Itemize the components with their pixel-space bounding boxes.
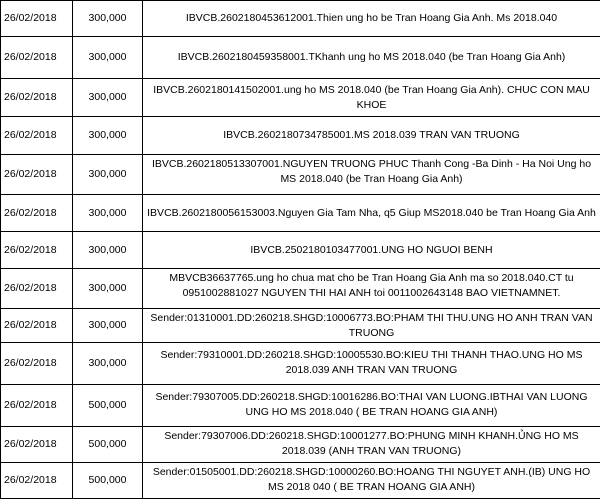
amount-cell: 300,000 [73,309,143,343]
amount-cell: 300,000 [73,37,143,79]
table-row [1,427,600,463]
description-cell: IBVCB.2502180103477001.UNG HO NGUOI BENH [143,232,600,269]
date-cell: 26/02/2018 [1,427,73,463]
amount-cell: 300,000 [73,117,143,155]
date-cell: 26/02/2018 [1,343,73,385]
description-cell: Sender:01505001.DD:260218.SHGD:10000260.BO:HOANG THI NGUYET ANH.(IB) UNG HO MS 2018 040 ( BE TRAN HOANG GIA ANH) [143,463,600,499]
table-row [1,269,600,309]
amount-cell: 500,000 [73,463,143,499]
description-cell: MBVCB36637765.ung ho chua mat cho be Tran Hoang Gia Anh ma so 2018.040.CT tu 0951002881027 NGUYEN THI HAI ANH toi 0011002643148 BAO VIETNAMNET. [143,269,600,309]
table-row [1,155,600,195]
date-cell: 26/02/2018 [1,195,73,232]
table-row [1,79,600,117]
description-cell: IBVCB.2602180141502001.ung ho MS 2018.040 (be Tran Hoang Gia Anh). CHUC CON MAU KHOE [143,79,600,117]
table-row [1,37,600,79]
description-cell: IBVCB.2602180513307001.NGUYEN TRUONG PHUC Thanh Cong -Ba Dinh - Ha Noi Ung ho MS 2018.040 (be Tran Hoang Gia Anh) [143,155,600,195]
description-cell: IBVCB.2602180459358001.TKhanh ung ho MS 2018.040 (be Tran Hoang Gia Anh) [143,37,600,79]
table-row [1,385,600,427]
date-cell: 26/02/2018 [1,117,73,155]
date-cell: 26/02/2018 [1,463,73,499]
date-cell: 26/02/2018 [1,79,73,117]
table-row [1,195,600,232]
amount-cell: 300,000 [73,232,143,269]
amount-cell: 300,000 [73,195,143,232]
date-cell: 26/02/2018 [1,269,73,309]
amount-cell: 300,000 [73,269,143,309]
amount-cell: 300,000 [73,79,143,117]
table-row [1,117,600,155]
description-cell: Sender:01310001.DD:260218.SHGD:10006773.BO:PHAM THI THU.UNG HO ANH TRAN VAN TRUONG [143,309,600,343]
date-cell: 26/02/2018 [1,37,73,79]
table-row [1,343,600,385]
amount-cell: 300,000 [73,343,143,385]
amount-cell: 300,000 [73,155,143,195]
date-cell: 26/02/2018 [1,155,73,195]
date-cell: 26/02/2018 [1,385,73,427]
description-cell: Sender:79307006.DD:260218.SHGD:10001277.BO:PHUNG MINH KHANH.ỦNG HO MS 2018.039 (ANH TRAN VAN TRUONG) [143,427,600,463]
table-row [1,1,600,37]
date-cell: 26/02/2018 [1,309,73,343]
table-row [1,463,600,499]
amount-cell: 300,000 [73,1,143,37]
table-row [1,232,600,269]
date-cell: 26/02/2018 [1,1,73,37]
table-row [1,309,600,343]
description-cell: IBVCB.2602180734785001.MS 2018.039 TRAN VAN TRUONG [143,117,600,155]
description-cell: Sender:79310001.DD:260218.SHGD:10005530.BO:KIEU THI THANH THAO.UNG HO MS 2018.039 ANH TRAN VAN TRUONG [143,343,600,385]
amount-cell: 500,000 [73,427,143,463]
description-cell: IBVCB.2602180453612001.Thien ung ho be Tran Hoang Gia Anh. Ms 2018.040 [143,1,600,37]
description-cell: IBVCB.2602180056153003.Nguyen Gia Tam Nha, q5 Giup MS2018.040 be Tran Hoang Gia Anh [143,195,600,232]
amount-cell: 500,000 [73,385,143,427]
date-cell: 26/02/2018 [1,232,73,269]
description-cell: Sender:79307005.DD:260218.SHGD:10016286.BO:THAI VAN LUONG.IBTHAI VAN LUONG UNG HO MS 2018.040 ( BE TRAN HOANG GIA ANH) [143,385,600,427]
